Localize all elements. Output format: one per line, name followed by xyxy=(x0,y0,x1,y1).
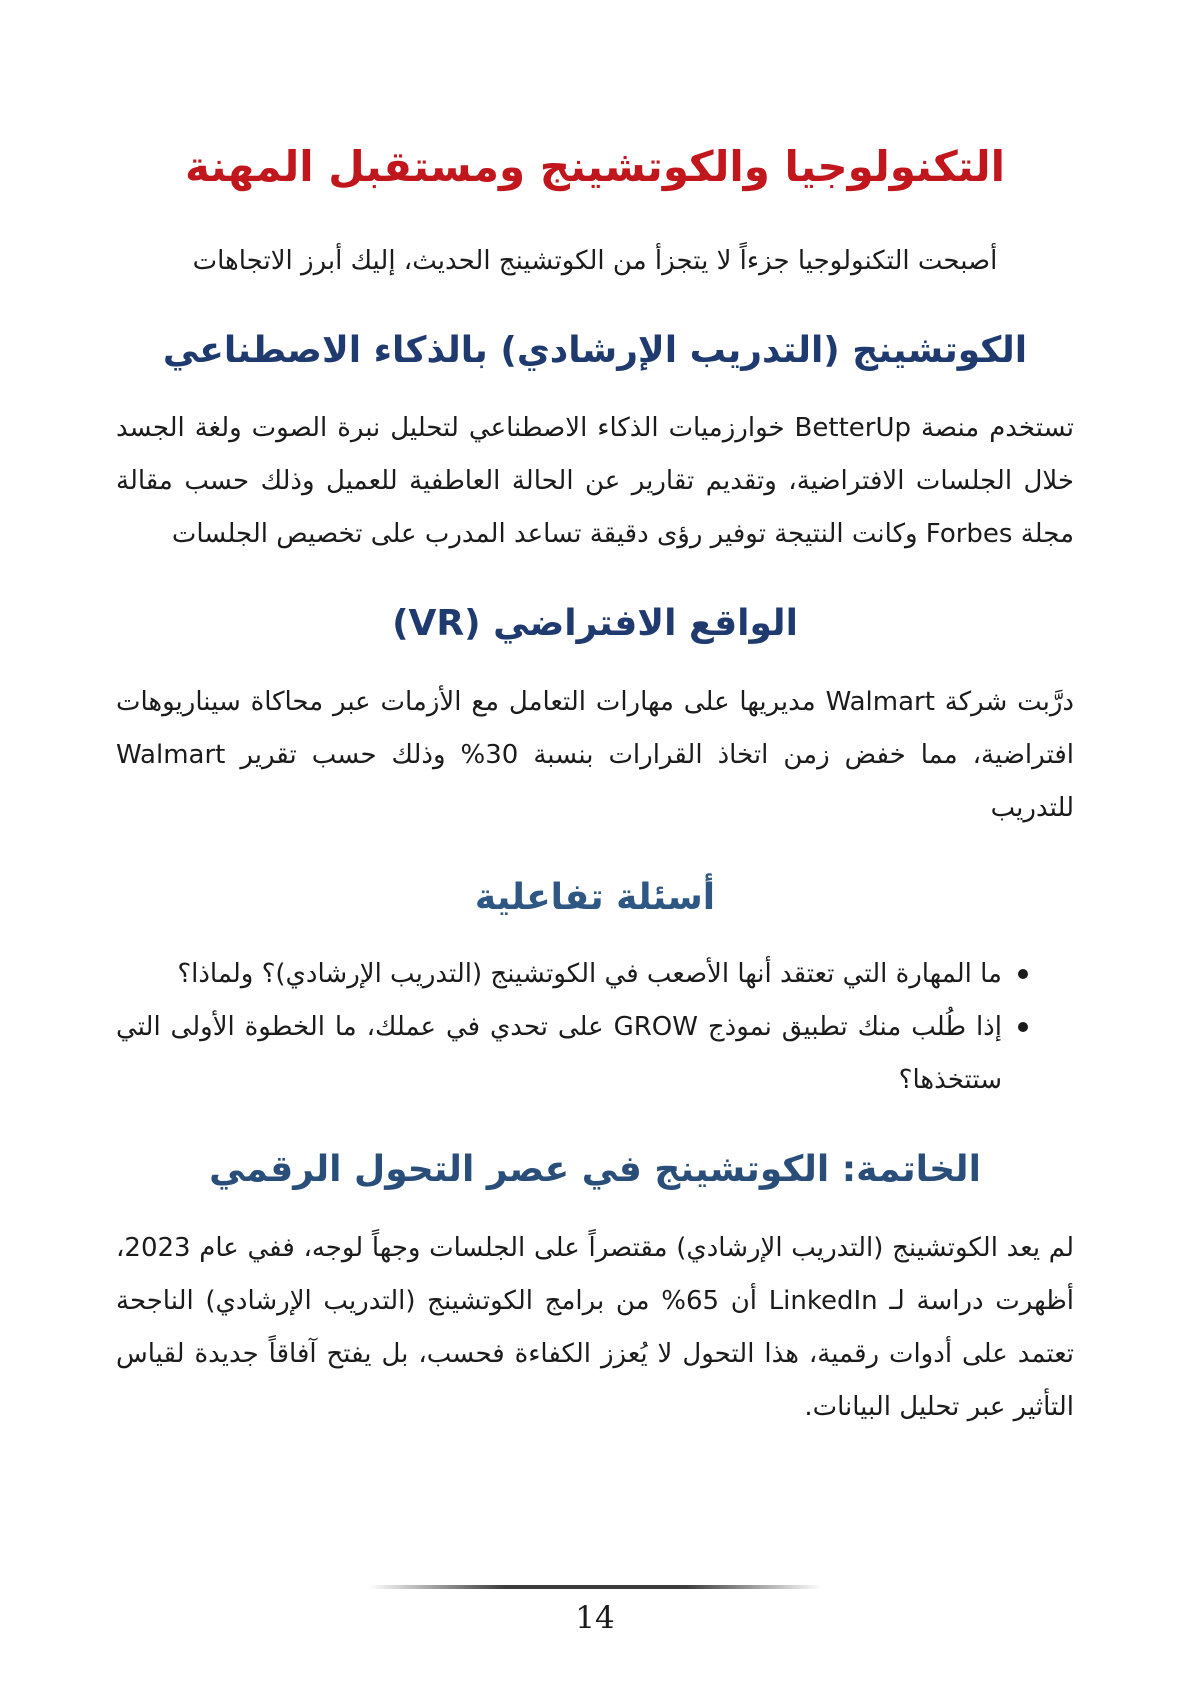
list-item xyxy=(116,1001,1074,1107)
section-conclusion xyxy=(116,1147,1074,1434)
question-text: ما المهارة التي تعتقد أنها الأصعب في الكوتشينج (التدريب الإرشادي)؟ ولماذا؟ xyxy=(177,958,1002,989)
section-heading-vr: الواقع الافتراضي (VR) xyxy=(392,603,798,645)
section-heading-ai: الكوتشينج (التدريب الإرشادي) بالذكاء الاصطناعي xyxy=(162,329,1028,371)
section-body-vr: درَّبت شركة Walmart مديريها على مهارات التعامل مع الأزمات عبر محاكاة سيناريوهات افتراضية، مما خفض زمن اتخاذ القرارات بنسبة 30% وذلك حسب تقرير Walmart للتدريب xyxy=(116,687,1074,824)
section-body-ai: تستخدم منصة BetterUp خوارزميات الذكاء الاصطناعي لتحليل نبرة الصوت ولغة الجسد خلال الجلسات الافتراضية، وتقديم تقارير عن الحالة العاطفية للعميل وذلك حسب مقالة مجلة Forbes وكانت النتيجة توفير رؤى دقيقة تساعد المدرب على تخصيص الجلسات xyxy=(116,413,1074,550)
page-number: 14 xyxy=(575,1600,615,1636)
section-questions xyxy=(116,875,1074,1107)
question-text: إذا طُلب منك تطبيق نموذج GROW على تحدي في عملك، ما الخطوة الأولى التي ستتخذها؟ xyxy=(116,1011,1002,1095)
page-content xyxy=(116,140,1074,1434)
section-body-conclusion: لم يعد الكوتشينج (التدريب الإرشادي) مقتصراً على الجلسات وجهاً لوجه، ففي عام 2023، أظهرت دراسة لـ LinkedIn أن 65% من برامج الكوتشينج (التدريب الإرشادي) الناجحة تعتمد على أدوات رقمية، هذا التحول لا يُعزز الكفاءة فحسب، بل يفتح آفاقاً جديدة لقياس التأثير عبر تحليل البيانات. xyxy=(116,1232,1074,1422)
section-vr xyxy=(116,601,1074,835)
section-heading-questions: أسئلة تفاعلية xyxy=(474,877,716,919)
footer-divider xyxy=(368,1585,822,1589)
section-heading-conclusion: الخاتمة: الكوتشينج في عصر التحول الرقمي xyxy=(209,1148,981,1190)
section-ai xyxy=(116,328,1074,562)
intro-paragraph: أصبحت التكنولوجيا جزءاً لا يتجزأ من الكوتشينج الحديث، إليك أبرز الاتجاهات xyxy=(192,245,998,276)
bullet-icon xyxy=(1018,969,1028,979)
questions-list xyxy=(116,948,1074,1107)
bullet-icon xyxy=(1018,1022,1028,1032)
list-item xyxy=(116,948,1074,1001)
page-title: التكنولوجيا والكوتشينج ومستقبل المهنة xyxy=(185,142,1005,191)
